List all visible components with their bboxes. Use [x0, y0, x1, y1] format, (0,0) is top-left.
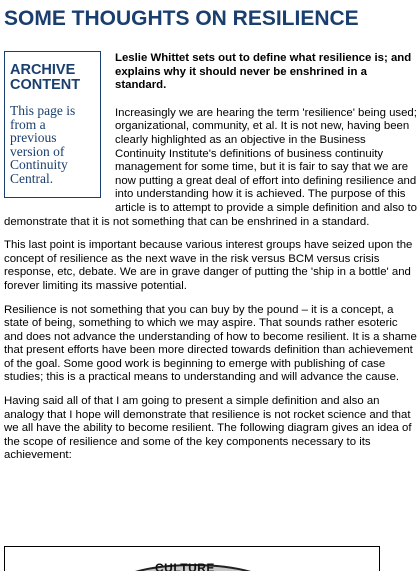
- archive-heading-line2: CONTENT: [10, 77, 81, 93]
- archive-note-line: Continuity: [10, 157, 68, 172]
- article-body: [4, 52, 418, 473]
- archive-heading-line1: ARCHIVE: [10, 62, 76, 78]
- resilience-diagram: [4, 546, 380, 571]
- archive-note-line: from a: [10, 116, 46, 132]
- archive-note-line: version of: [10, 143, 65, 159]
- page-title: SOME THOUGHTS ON RESILIENCE: [4, 7, 359, 30]
- article-paragraph: This last point is important because various interest groups have seized upon the concept of resilience as the next wave in the risk versus BCM versus crisis response, etc, debate. We are in grave danger of putting the 'ship in a bottle' and forever limiting its massive potential.: [4, 239, 413, 292]
- archive-float-spacer: [4, 52, 115, 210]
- article-paragraph: Resilience is not something that you can buy by the pound – it is a concept, a state of being, something to which we may aspire. That sounds rather esoteric and does not advance the understanding of how to become resilient. It is a shame that present efforts have been more directed towards definition than achievement of the goal. Some good work is beginning to emerge with publishing of case studies; this is a practical means to understanding and will advance the cause.: [4, 303, 417, 384]
- archive-note-line: previous: [10, 130, 57, 145]
- diagram-culture-label: CULTURE: [155, 561, 215, 571]
- article-paragraph: Having said all of that I am going to present a simple definition and also an analogy that I hope will demonstrate that resilience is not rocket science and that we all have the ability to become resilient. The following diagram gives an idea of the scope of resilience and some of the key components necessary to its achievement:: [4, 395, 412, 462]
- article-paragraph: Increasingly we are hearing the term 'resilience' being used; organizational, community, et al. It is not new, having been clearly highlighted as an objective in the Business Continuity Institute's definitions of business continuity management for some time, but it is fair to say that we are now putting a great deal of effort into defining resilience and into understanding how it is achieved. The purpose of this article is to attempt to provide a simple definition and also to demonstrate that it is not something that can be enshrined in a standard.: [4, 106, 418, 228]
- archive-note-line: This page is: [10, 103, 76, 118]
- archive-note-line: Central.: [10, 170, 54, 186]
- article-intro: Leslie Whittet sets out to define what resilience is; and explains why it should never be enshrined in a standard.: [115, 52, 412, 92]
